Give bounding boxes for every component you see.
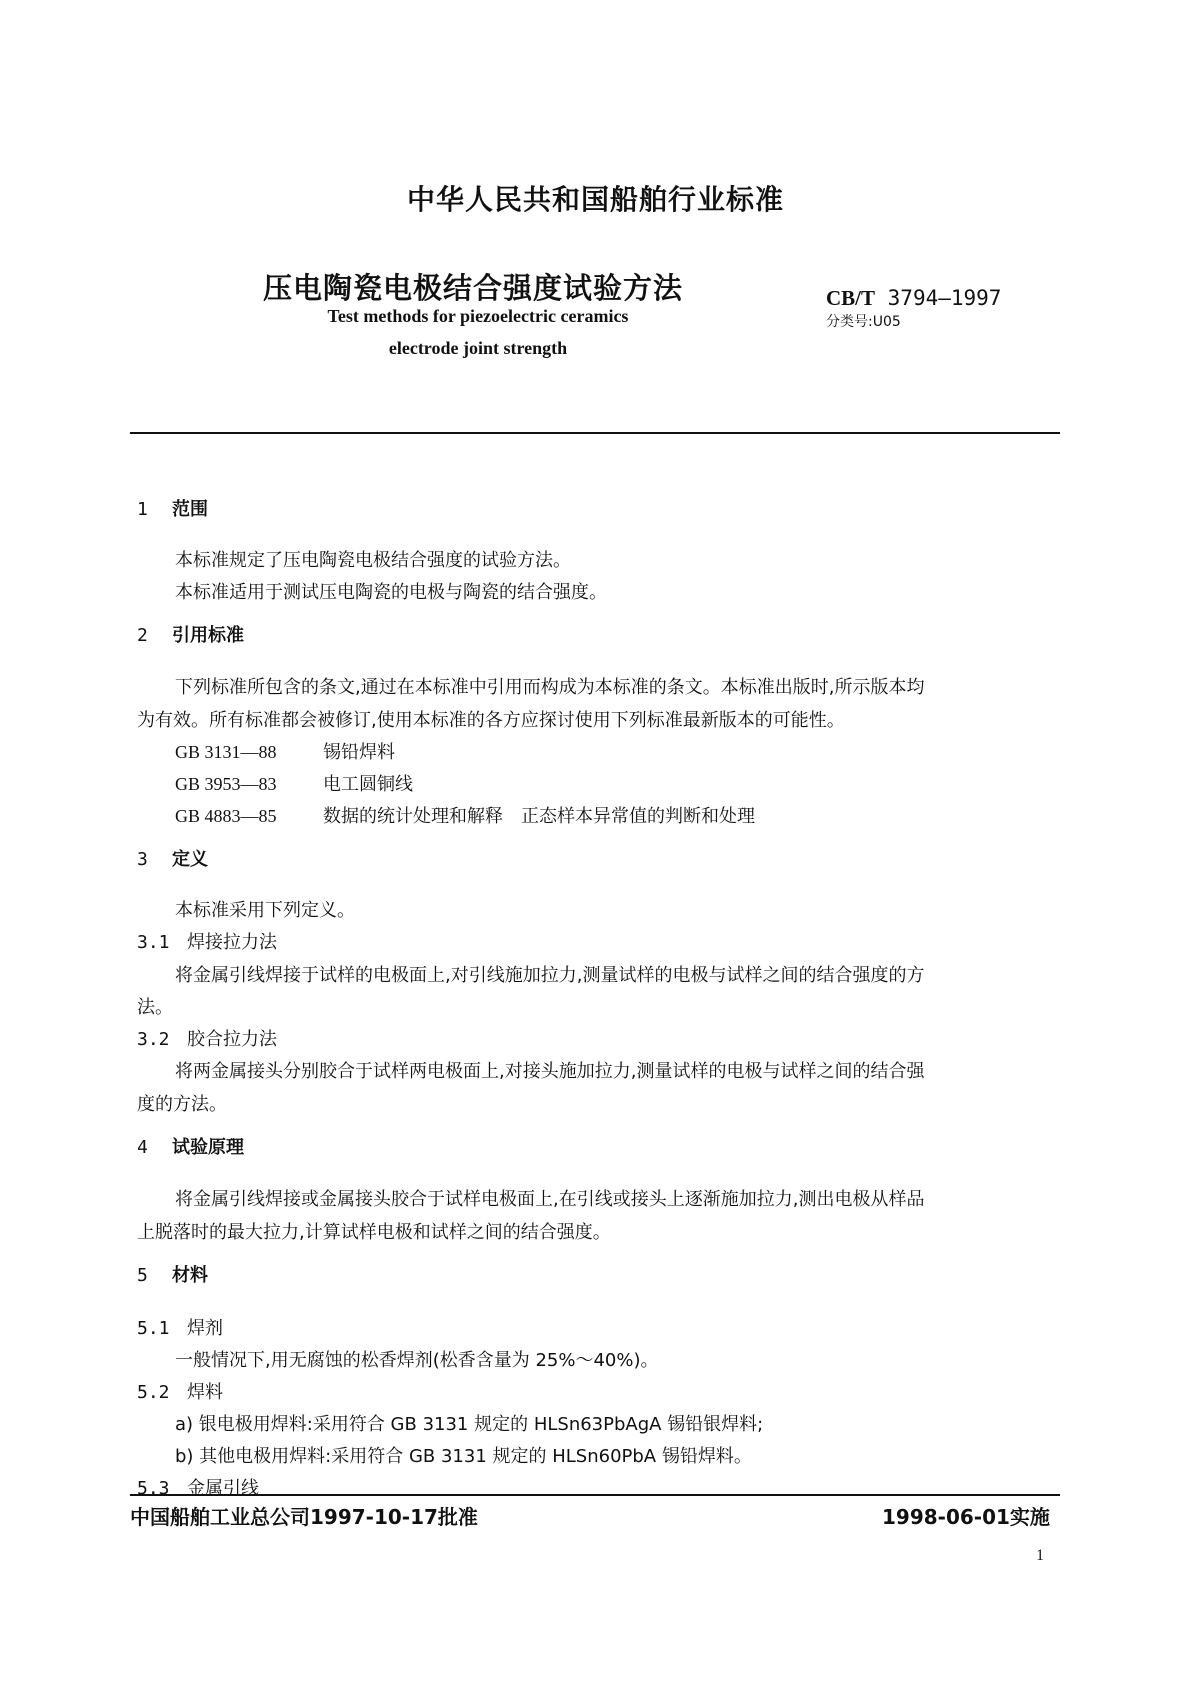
reference-item: [175, 738, 395, 764]
subsection-3-1-heading: [137, 928, 277, 954]
reference-name: 数据的统计处理和解释 正态样本异常值的判断和处理: [323, 806, 755, 827]
list-item: a) 银电极用焊料:采用符合 GB 3131 规定的 HLSn63PbAgA 锡铅银焊料;: [175, 1414, 764, 1435]
document-title: 压电陶瓷电极结合强度试验方法: [263, 271, 684, 305]
list-item: b) 其他电极用焊料:采用符合 GB 3131 规定的 HLSn60PbA 锡铅焊料。: [175, 1446, 752, 1467]
section-title: 定义: [172, 849, 208, 870]
paragraph: 为有效。所有标准都会被修订,使用本标准的各方应探讨使用下列标准最新版本的可能性。: [137, 710, 845, 731]
section-4-heading: [137, 1133, 244, 1159]
subsection-title: 金属引线: [187, 1478, 259, 1499]
paragraph: 下列标准所包含的条文,通过在本标准中引用而构成为本标准的条文。本标准出版时,所示版本均: [175, 677, 925, 698]
section-number: 5: [137, 1265, 148, 1286]
standard-number: [826, 286, 1001, 311]
header-divider: [130, 432, 1060, 434]
footer-divider: [130, 1494, 1060, 1496]
section-5-heading: [137, 1261, 208, 1287]
english-title-line-1: Test methods for piezoelectric ceramics: [327, 306, 629, 326]
section-number: 3: [137, 849, 148, 870]
section-number: 4: [137, 1137, 148, 1158]
subsection-title: 焊料: [187, 1382, 223, 1403]
section-title: 引用标准: [172, 625, 244, 646]
english-title-line-2: electrode joint strength: [388, 338, 568, 358]
page-number: 1: [1036, 1547, 1044, 1564]
paragraph: 将金属引线焊接或金属接头胶合于试样电极面上,在引线或接头上逐渐施加拉力,测出电极从样品: [175, 1189, 925, 1210]
section-title: 范围: [172, 499, 208, 520]
section-number: 1: [137, 499, 148, 520]
reference-item: [175, 770, 413, 796]
paragraph: 本标准规定了压电陶瓷电极结合强度的试验方法。: [175, 550, 571, 571]
reference-code: GB 4883—85: [175, 806, 277, 826]
subsection-5-2-heading: [137, 1378, 223, 1404]
section-1-heading: [137, 495, 208, 521]
subsection-title: 胶合拉力法: [187, 1029, 277, 1050]
reference-code: GB 3131—88: [175, 742, 277, 762]
section-number: 2: [137, 625, 148, 646]
paragraph: 上脱落时的最大拉力,计算试样电极和试样之间的结合强度。: [137, 1222, 611, 1243]
implementation-date: 1998-06-01实施: [882, 1505, 1050, 1529]
subsection-number: 5.3: [137, 1478, 170, 1499]
paragraph: 一般情况下,用无腐蚀的松香焊剂(松香含量为 25%～40%)。: [175, 1350, 659, 1371]
subsection-number: 5.1: [137, 1318, 170, 1339]
paragraph: 将两金属接头分别胶合于试样两电极面上,对接头施加拉力,测量试样的电极与试样之间的结合强: [175, 1061, 925, 1082]
classification-number: 分类号:U05: [826, 314, 901, 330]
section-title: 试验原理: [172, 1137, 244, 1158]
section-title: 材料: [172, 1265, 208, 1286]
subsection-5-1-heading: [137, 1314, 223, 1340]
subsection-number: 3.2: [137, 1029, 170, 1050]
paragraph: 本标准采用下列定义。: [175, 900, 355, 921]
approval-info: 中国船舶工业总公司1997-10-17批准: [130, 1505, 478, 1529]
paragraph: 度的方法。: [137, 1094, 227, 1115]
standard-prefix: CB/T: [826, 286, 876, 310]
subsection-3-2-heading: [137, 1025, 277, 1051]
subsection-number: 3.1: [137, 932, 170, 953]
issuing-body-title: 中华人民共和国船舶行业标准: [406, 183, 784, 216]
reference-name: 锡铅焊料: [323, 742, 395, 763]
subsection-number: 5.2: [137, 1382, 170, 1403]
subsection-title: 焊剂: [187, 1318, 223, 1339]
section-3-heading: [137, 845, 208, 871]
reference-code: GB 3953—83: [175, 774, 277, 794]
paragraph: 本标准适用于测试压电陶瓷的电极与陶瓷的结合强度。: [175, 582, 607, 603]
reference-item: [175, 802, 755, 828]
subsection-title: 焊接拉力法: [187, 932, 277, 953]
paragraph: 将金属引线焊接于试样的电极面上,对引线施加拉力,测量试样的电极与试样之间的结合强度的方: [175, 965, 925, 986]
section-2-heading: [137, 621, 244, 647]
subsection-5-3-heading: [137, 1474, 259, 1500]
paragraph: 法。: [137, 997, 173, 1018]
standard-code: 3794—1997: [875, 286, 1002, 310]
reference-name: 电工圆铜线: [323, 774, 413, 795]
